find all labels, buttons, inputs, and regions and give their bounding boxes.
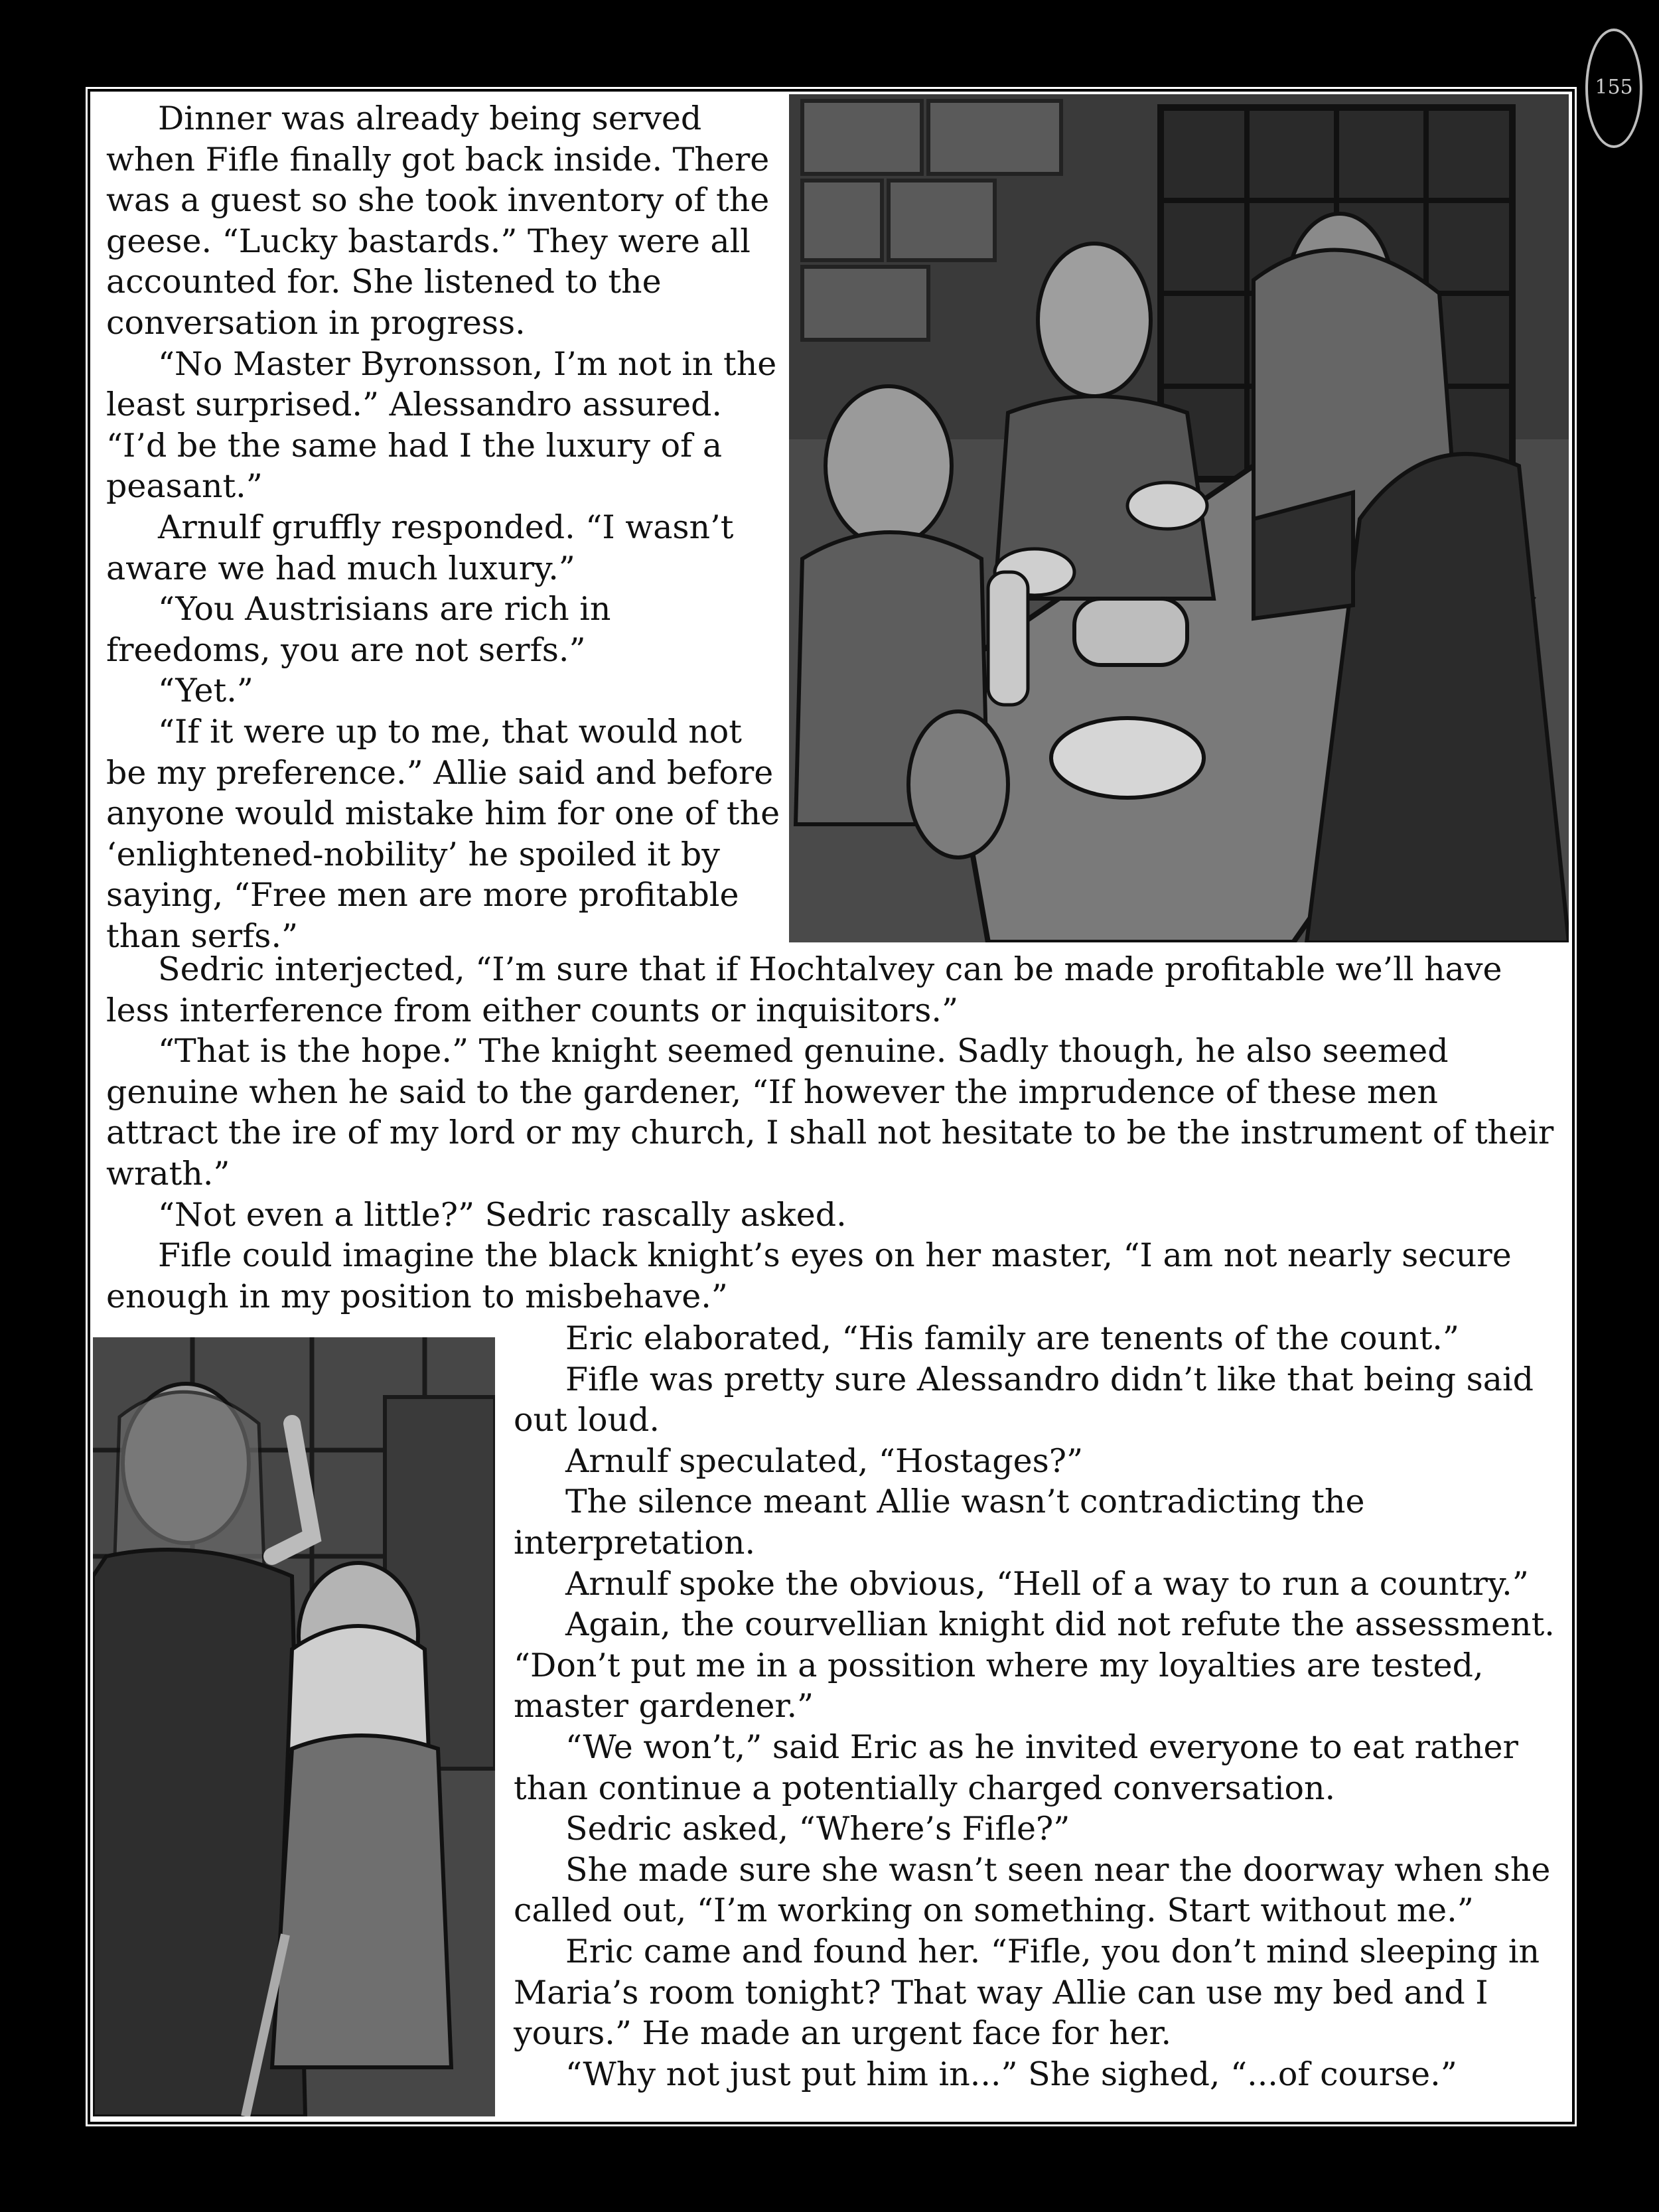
paragraph: “You Austrisians are rich in freedoms, you are not serfs.”	[106, 590, 611, 669]
paragraph: Arnulf spoke the obvious, “Hell of a way to run a country.”	[565, 1564, 1529, 1603]
paragraph: Fifle could imagine the black knight’s eyes on her master, “I am not nearly secure enough in my position to misbehave.”	[106, 1236, 1512, 1315]
paragraph: She made sure she wasn’t seen near the doorway when she called out, “I’m working on something. Start without me.”	[514, 1850, 1551, 1930]
page	[88, 89, 1575, 2124]
paragraph: “Not even a little?” Sedric rascally asked.	[158, 1195, 847, 1234]
paragraph: The silence meant Allie wasn’t contradicting the interpretation.	[514, 1483, 1365, 1562]
paragraph: “That is the hope.” The knight seemed genuine. Sadly though, he also seemed genuine when he said to the gardener, “If however the imprudence of these men attract the ire of my lord or my church, I shall not hesitate to be the instrument of their wrath.”	[106, 1032, 1554, 1193]
paragraph: “No Master Byronsson, I’m not in the least surprised.” Alessandro assured. “I’d be the same had I the luxury of a peasant.”	[106, 344, 777, 506]
page-content	[90, 92, 1572, 2122]
two-figures-drawing	[93, 1337, 495, 2116]
dinner-scene-drawing	[789, 94, 1569, 942]
dinner-table-illustration	[789, 94, 1569, 942]
paragraph: “If it were up to me, that would not be my preference.” Allie said and before anyone would mistake him for one of the ‘enlightened-nobility’ he spoiled it by saying, “Free men are more profitable than serfs.”	[106, 712, 780, 955]
paragraph: “Yet.”	[158, 672, 253, 710]
paragraph: Eric elaborated, “His family are tenents of the count.”	[565, 1319, 1459, 1357]
paragraph: “We won’t,” said Eric as he invited everyone to eat rather than continue a potentially charged conversation.	[514, 1728, 1518, 1807]
page-number: 155	[1595, 76, 1633, 99]
paragraph: Arnulf gruffly responded. “I wasn’t aware we had much luxury.”	[106, 508, 734, 587]
paragraph: Sedric asked, “Where’s Fifle?”	[565, 1810, 1070, 1848]
paragraph: “Why not just put him in...” She sighed, “...of course.”	[565, 2055, 1457, 2093]
paragraph: Fifle was pretty sure Alessandro didn’t like that being said out loud.	[514, 1360, 1534, 1439]
page-number-badge	[1585, 29, 1642, 148]
paragraph: Dinner was already being served when Fifle finally got back inside. There was a guest so she took inventory of the geese. “Lucky bastards.” They were all accounted for. She listened to the conversation in progress.	[106, 100, 770, 342]
paragraph: Sedric interjected, “I’m sure that if Hochtalvey can be made profitable we’ll have less interference from either counts or inquisitors.”	[106, 950, 1502, 1029]
paragraph: Again, the courvellian knight did not refute the assessment. “Don’t put me in a possition where my loyalties are tested, master gardener.”	[514, 1605, 1555, 1726]
text-full-width-middle	[106, 949, 1559, 1317]
text-column-bottom-right	[514, 1318, 1562, 2095]
text-column-top-left	[106, 98, 783, 956]
paragraph: Eric came and found her. “Fifle, you don’t mind sleeping in Maria’s room tonight? That way Allie can use my bed and I yours.” He made an urgent face for her.	[514, 1932, 1540, 2053]
two-figures-illustration	[93, 1337, 495, 2116]
paragraph: Arnulf speculated, “Hostages?”	[565, 1441, 1084, 1480]
